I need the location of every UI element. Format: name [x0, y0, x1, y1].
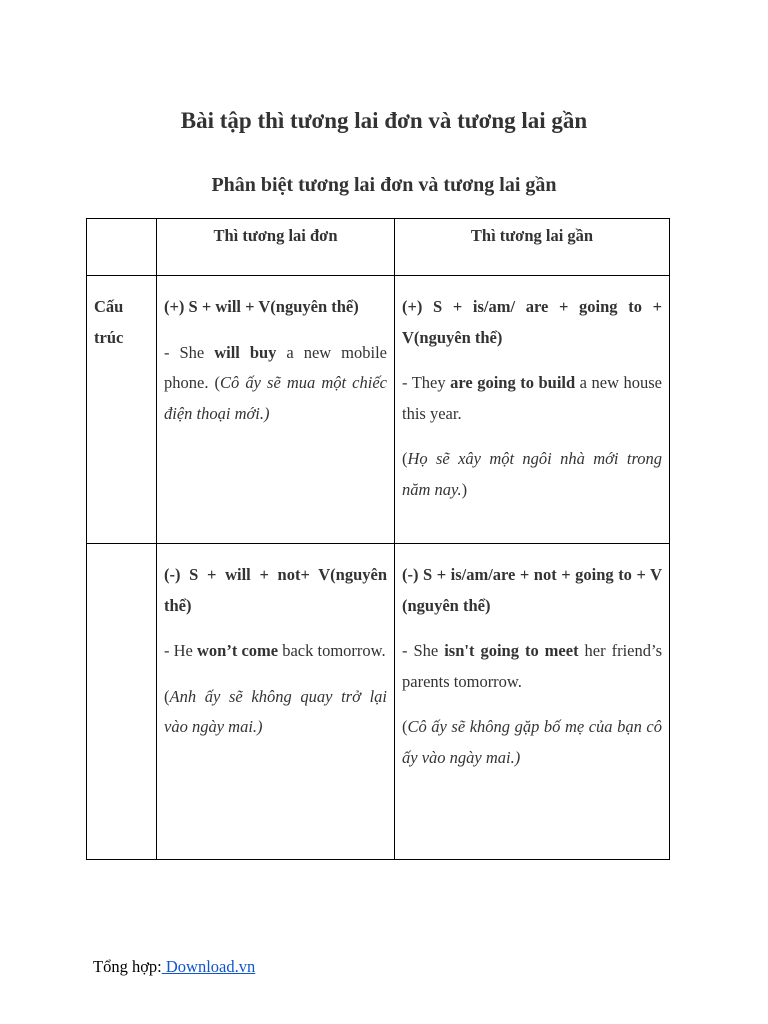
download-link[interactable]: Download.vn: [161, 957, 256, 976]
table-header-row: [87, 219, 670, 276]
example-text: - They are going to build a new house this year.: [402, 373, 662, 423]
translation-text: (Họ sẽ xây một ngôi nhà mới trong năm nay.): [402, 449, 662, 499]
formula-text: (+) S + is/am/ are + going to + V(nguyên thể): [402, 297, 662, 347]
table-row: [87, 544, 670, 860]
table-row: [87, 276, 670, 544]
example-text: - She will buy a new mobile phone. (Cô ấy sẽ mua một chiếc điện thoại mới.): [164, 342, 387, 423]
translation-text: (Cô ấy sẽ không gặp bố mẹ của bạn cô ấy vào ngày mai.): [402, 717, 662, 767]
example-text: - He won’t come back tomorrow.: [164, 641, 386, 660]
row-label-text: Cấu trúc: [94, 297, 124, 347]
row-label-empty: [87, 544, 157, 860]
header-simple-future: Thì tương lai đơn: [157, 219, 395, 276]
cell-simple-future-positive: [157, 276, 395, 544]
row-label-structure: [87, 276, 157, 544]
formula-text: (-) S + is/am/are + not + going to + V (nguyên thể): [402, 565, 662, 615]
header-near-future: Thì tương lai gần: [395, 219, 670, 276]
cell-near-future-negative: [395, 544, 670, 860]
cell-near-future-positive: [395, 276, 670, 544]
footer: [93, 957, 255, 977]
cell-simple-future-negative: [157, 544, 395, 860]
translation-text: (Anh ấy sẽ không quay trở lại vào ngày mai.): [164, 686, 387, 736]
formula-text: (+) S + will + V(nguyên thể): [164, 297, 359, 316]
document-subtitle: Phân biệt tương lai đơn và tương lai gần: [211, 174, 557, 196]
header-empty-cell: [87, 219, 157, 276]
footer-label: Tổng hợp:: [93, 957, 162, 976]
example-text: - She isn't going to meet her friend’s parents tomorrow.: [402, 641, 662, 691]
formula-text: (-) S + will + not+ V(nguyên thể): [164, 565, 387, 615]
document-title: Bài tập thì tương lai đơn và tương lai gần: [180, 108, 588, 133]
comparison-table: [86, 218, 670, 860]
